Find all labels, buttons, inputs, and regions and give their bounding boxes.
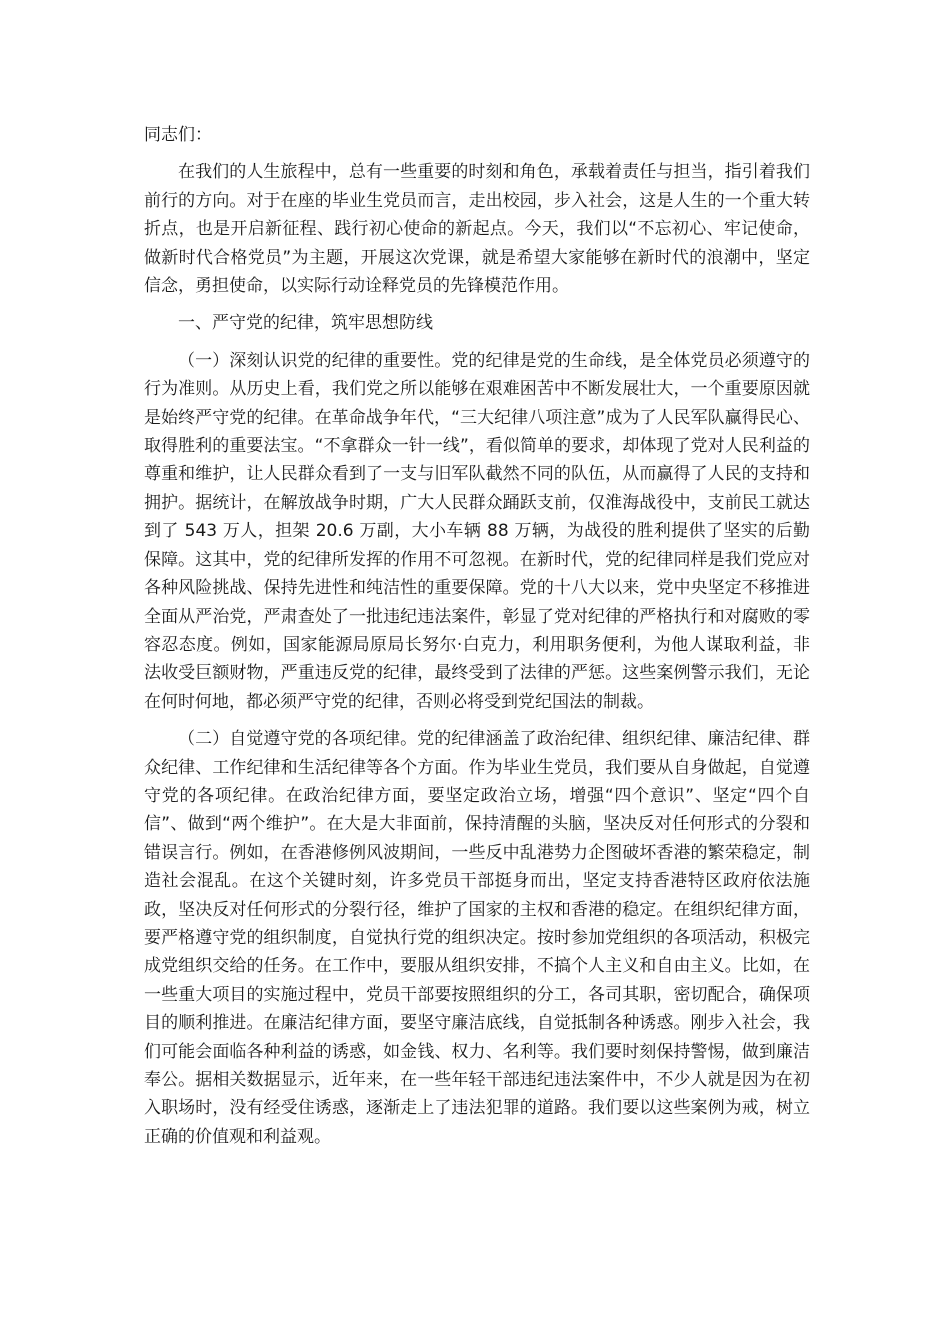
document-page [144,121,810,1160]
subsection-2-body: 党的纪律涵盖了政治纪律、组织纪律、廉洁纪律、群众纪律、工作纪律和生活纪律等各个方面。作为毕业生党员，我们要从自身做起，自觉遵守党的各项纪律。在政治纪律方面，要坚定政治立场，增强“四个意识”、坚定“四个自信”、做到“两个维护”。在大是大非面前，保持清醒的头脑，坚决反对任何形式的分裂和错误言行。例如，在香港修例风波期间，一些反中乱港势力企图破坏香港的繁荣稳定，制造社会混乱。在这个关键时刻，许多党员干部挺身而出，坚定支持香港特区政府依法施政，坚决反对任何形式的分裂行径，维护了国家的主权和香港的稳定。在组织纪律方面，要严格遵守党的组织制度，自觉执行党的组织决定。按时参加党组织的各项活动，积极完成党组织交给的任务。在工作中，要服从组织安排，不搞个人主义和自由主义。比如，在一些重大项目的实施过程中，党员干部要按照组织的分工，各司其职，密切配合，确保项目的顺利推进。在廉洁纪律方面，要坚守廉洁底线，自觉抵制各种诱惑。刚步入社会，我们可能会面临各种利益的诱惑，如金钱、权力、名利等。我们要时刻保持警惕，做到廉洁奉公。据相关数据显示，近年来，在一些年轻干部违纪违法案件中，不少人就是因为在初入职场时，没有经受住诱惑，逐渐走上了违法犯罪的道路。我们要以这些案例为戒，树立正确的价值观和利益观。 [144,729,811,1147]
subsection-2-title: （二）自觉遵守党的各项纪律。 [178,729,418,750]
subsection-2-paragraph [144,725,810,1151]
subsection-1-title: （一）深刻认识党的纪律的重要性。 [178,350,452,371]
subsection-1-paragraph [144,347,810,716]
intro-paragraph: 在我们的人生旅程中，总有一些重要的时刻和角色，承载着责任与担当，指引着我们前行的方向。对于在座的毕业生党员而言，走出校园，步入社会，这是人生的一个重大转折点，也是开启新征程、践行初心使命的新起点。今天，我们以“不忘初心、牢记使命，做新时代合格党员”为主题，开展这次党课，就是希望大家能够在新时代的浪潮中，坚定信念，勇担使命，以实际行动诠释党员的先锋模范作用。 [144,162,810,297]
subsection-1-body: 党的纪律是党的生命线，是全体党员必须遵守的行为准则。从历史上看，我们党之所以能够在艰难困苦中不断发展壮大，一个重要原因就是始终严守党的纪律。在革命战争年代，“三大纪律八项注意”成为了人民军队赢得民心、取得胜利的重要法宝。“不拿群众一针一线”，看似简单的要求，却体现了党对人民利益的尊重和维护，让人民群众看到了一支与旧军队截然不同的队伍，从而赢得了人民的支持和拥护。据统计，在解放战争时期，广大人民群众踊跃支前，仅淮海战役中，支前民工就达到了 543 万人，担架 20.6 万副，大小车辆 88 万辆，为战役的胜利提供了坚实的后勤保障。这其中，党的纪律所发挥的作用不可忽视。在新时代，党的纪律同样是我们党应对各种风险挑战、保持先进性和纯洁性的重要保障。党的十八大以来，党中央坚定不移推进全面从严治党，严肃查处了一批违纪违法案件，彰显了党对纪律的严格执行和对腐败的零容忍态度。例如，国家能源局原局长努尔·白克力，利用职务便利，为他人谋取利益，非法收受巨额财物，严重违反党的纪律，最终受到了法律的严惩。这些案例警示我们，无论在何时何地，都必须严守党的纪律，否则必将受到党纪国法的制裁。 [144,350,811,712]
section-1-heading: 一、严守党的纪律，筑牢思想防线 [178,313,433,334]
greeting: 同志们： [144,125,212,145]
